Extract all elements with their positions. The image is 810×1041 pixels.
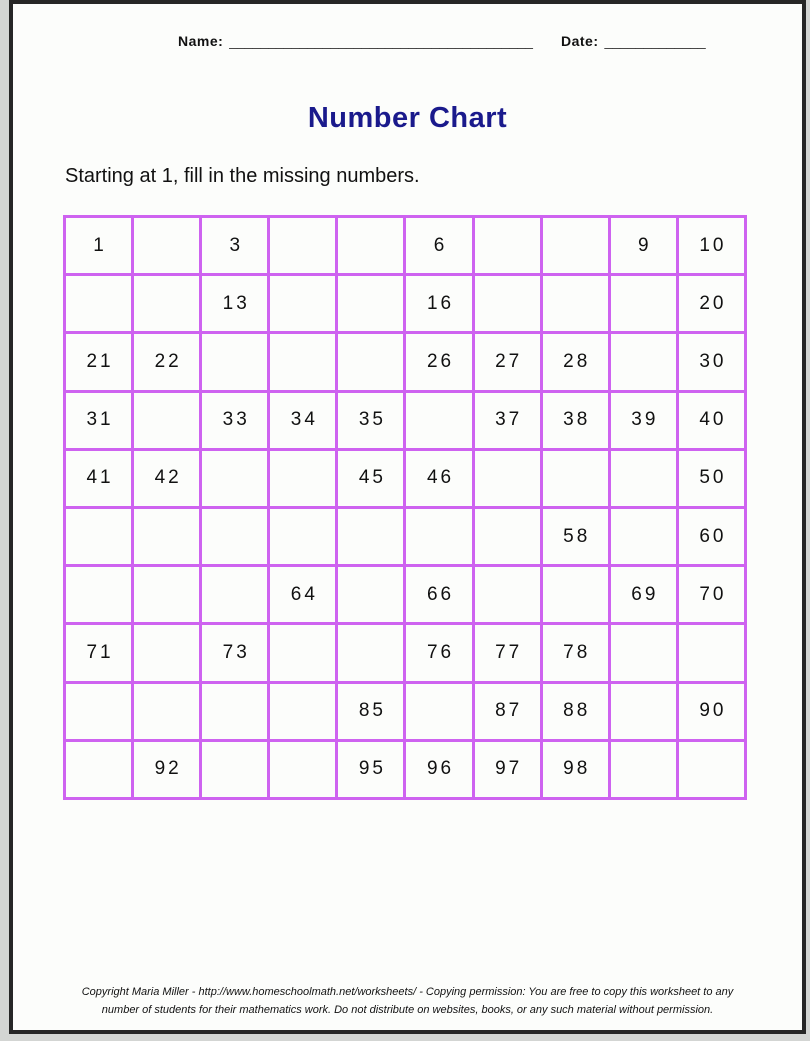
grid-cell-filled: 3 xyxy=(202,218,267,273)
grid-cell-empty xyxy=(543,567,608,622)
grid-cell-filled: 38 xyxy=(543,393,608,448)
name-date-header xyxy=(178,33,706,49)
worksheet-page xyxy=(9,0,806,1034)
grid-cell-filled: 85 xyxy=(338,684,403,739)
number-grid xyxy=(63,215,747,800)
grid-cell-empty xyxy=(338,276,403,331)
grid-cell-filled: 21 xyxy=(66,334,131,389)
grid-cell-empty xyxy=(270,334,335,389)
grid-cell-empty xyxy=(543,451,608,506)
grid-cell-filled: 37 xyxy=(475,393,540,448)
grid-cell-empty xyxy=(679,625,744,680)
grid-cell-filled: 95 xyxy=(338,742,403,797)
grid-cell-filled: 69 xyxy=(611,567,676,622)
grid-cell-filled: 16 xyxy=(406,276,471,331)
grid-cell-empty xyxy=(270,625,335,680)
grid-cell-empty xyxy=(543,218,608,273)
grid-cell-filled: 27 xyxy=(475,334,540,389)
grid-cell-filled: 22 xyxy=(134,334,199,389)
grid-cell-empty xyxy=(202,684,267,739)
grid-cell-empty xyxy=(475,509,540,564)
grid-cell-filled: 58 xyxy=(543,509,608,564)
grid-cell-filled: 96 xyxy=(406,742,471,797)
grid-cell-empty xyxy=(202,334,267,389)
grid-cell-empty xyxy=(406,684,471,739)
grid-cell-filled: 45 xyxy=(338,451,403,506)
grid-cell-filled: 78 xyxy=(543,625,608,680)
grid-cell-empty xyxy=(475,567,540,622)
grid-cell-empty xyxy=(611,451,676,506)
grid-cell-filled: 30 xyxy=(679,334,744,389)
date-fill-line: _____________ xyxy=(604,33,706,49)
grid-cell-empty xyxy=(66,567,131,622)
grid-cell-filled: 1 xyxy=(66,218,131,273)
grid-cell-filled: 70 xyxy=(679,567,744,622)
grid-cell-empty xyxy=(543,276,608,331)
grid-cell-filled: 28 xyxy=(543,334,608,389)
grid-cell-empty xyxy=(270,684,335,739)
grid-cell-empty xyxy=(134,684,199,739)
grid-cell-empty xyxy=(134,393,199,448)
grid-cell-filled: 88 xyxy=(543,684,608,739)
grid-cell-empty xyxy=(406,393,471,448)
grid-cell-empty xyxy=(270,509,335,564)
grid-cell-empty xyxy=(66,509,131,564)
grid-cell-empty xyxy=(134,218,199,273)
name-label: Name: xyxy=(178,33,224,49)
grid-cell-filled: 35 xyxy=(338,393,403,448)
grid-cell-filled: 46 xyxy=(406,451,471,506)
grid-cell-empty xyxy=(66,684,131,739)
grid-cell-empty xyxy=(270,276,335,331)
grid-cell-filled: 76 xyxy=(406,625,471,680)
grid-cell-empty xyxy=(475,276,540,331)
grid-cell-filled: 73 xyxy=(202,625,267,680)
grid-cell-filled: 92 xyxy=(134,742,199,797)
grid-cell-empty xyxy=(270,742,335,797)
date-label: Date: xyxy=(560,33,599,49)
grid-cell-empty xyxy=(679,742,744,797)
grid-cell-filled: 40 xyxy=(679,393,744,448)
grid-cell-filled: 10 xyxy=(679,218,744,273)
grid-cell-empty xyxy=(66,276,131,331)
grid-cell-filled: 97 xyxy=(475,742,540,797)
grid-cell-empty xyxy=(611,509,676,564)
grid-cell-empty xyxy=(611,625,676,680)
grid-cell-filled: 13 xyxy=(202,276,267,331)
grid-cell-empty xyxy=(338,334,403,389)
grid-cell-empty xyxy=(338,218,403,273)
grid-cell-filled: 20 xyxy=(679,276,744,331)
worksheet-content xyxy=(13,4,802,1030)
grid-cell-filled: 41 xyxy=(66,451,131,506)
grid-cell-empty xyxy=(611,334,676,389)
grid-cell-empty xyxy=(134,567,199,622)
grid-cell-empty xyxy=(202,567,267,622)
grid-cell-empty xyxy=(611,276,676,331)
grid-cell-filled: 64 xyxy=(270,567,335,622)
grid-cell-filled: 39 xyxy=(611,393,676,448)
copyright-line-2: number of students for their mathematics work. Do not distribute on websites, books, or any such material without permission. xyxy=(101,1004,714,1016)
worksheet-title: Number Chart xyxy=(307,102,508,134)
grid-cell-filled: 33 xyxy=(202,393,267,448)
grid-cell-filled: 6 xyxy=(406,218,471,273)
instruction-text: Starting at 1, fill in the missing numbers. xyxy=(65,165,420,187)
grid-cell-filled: 9 xyxy=(611,218,676,273)
grid-cell-empty xyxy=(406,509,471,564)
grid-cell-filled: 34 xyxy=(270,393,335,448)
grid-cell-empty xyxy=(270,451,335,506)
grid-cell-filled: 66 xyxy=(406,567,471,622)
grid-cell-empty xyxy=(66,742,131,797)
grid-cell-filled: 87 xyxy=(475,684,540,739)
copyright-line-1: Copyright Maria Miller - http://www.homeschoolmath.net/worksheets/ - Copying permission: You are free to copy this worksheet to any xyxy=(81,986,734,998)
grid-cell-filled: 60 xyxy=(679,509,744,564)
grid-cell-empty xyxy=(338,509,403,564)
grid-cell-empty xyxy=(475,451,540,506)
grid-cell-empty xyxy=(134,625,199,680)
grid-cell-filled: 31 xyxy=(66,393,131,448)
grid-cell-empty xyxy=(202,742,267,797)
grid-cell-empty xyxy=(134,509,199,564)
grid-cell-empty xyxy=(611,684,676,739)
grid-cell-empty xyxy=(338,567,403,622)
grid-cell-filled: 77 xyxy=(475,625,540,680)
grid-cell-empty xyxy=(202,509,267,564)
copyright-footer xyxy=(13,983,802,1019)
name-fill-line: _______________________________________ xyxy=(229,33,533,49)
grid-cell-filled: 98 xyxy=(543,742,608,797)
grid-cell-empty xyxy=(202,451,267,506)
grid-cell-filled: 26 xyxy=(406,334,471,389)
grid-cell-filled: 42 xyxy=(134,451,199,506)
grid-cell-filled: 50 xyxy=(679,451,744,506)
grid-cell-empty xyxy=(338,625,403,680)
grid-cell-empty xyxy=(270,218,335,273)
grid-cell-filled: 90 xyxy=(679,684,744,739)
grid-cell-empty xyxy=(611,742,676,797)
grid-cell-empty xyxy=(475,218,540,273)
grid-cell-filled: 71 xyxy=(66,625,131,680)
grid-cell-empty xyxy=(134,276,199,331)
